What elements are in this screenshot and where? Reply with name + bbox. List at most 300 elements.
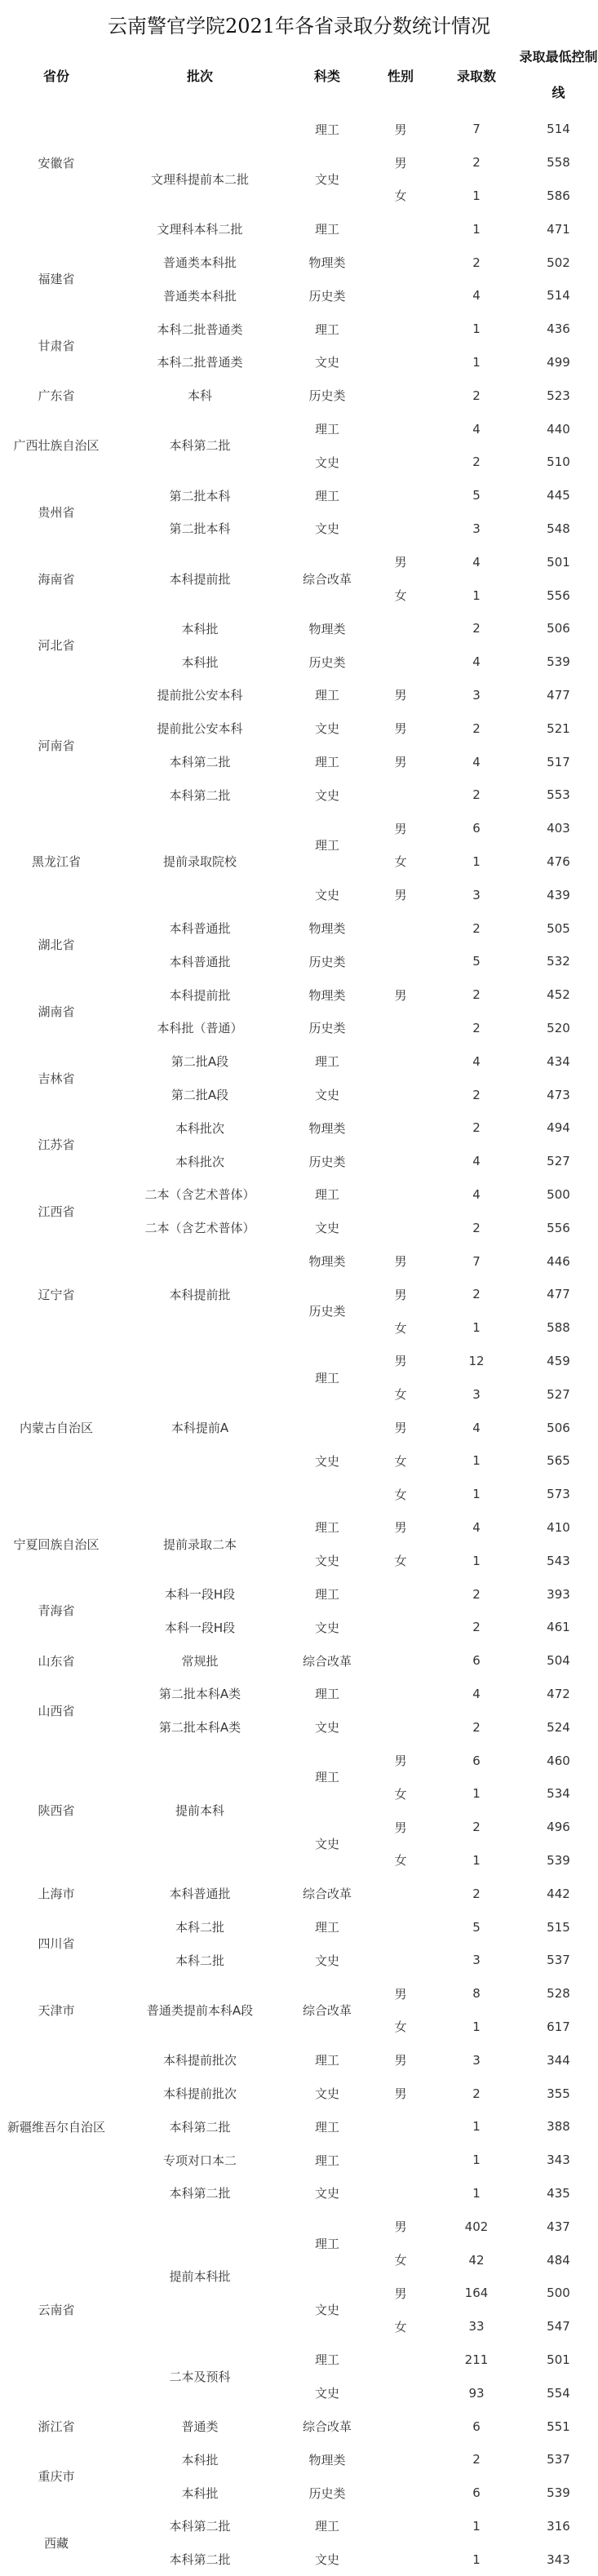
count-cell: 12: [468, 1353, 485, 1368]
count-cell: 1: [472, 188, 481, 203]
province-cell: 四川省: [38, 1936, 75, 1952]
category-cell: 文史: [314, 2086, 339, 2102]
category-cell: 物理类: [308, 2452, 346, 2467]
category-cell: 物理类: [308, 255, 346, 271]
count-cell: 2: [472, 621, 481, 636]
batch-cell: 提前本科: [175, 1803, 224, 1819]
header-min-score-line1: 录取最低控制: [519, 49, 598, 64]
category-cell: 综合改革: [302, 2003, 352, 2019]
batch-cell: 本科一段H段: [164, 1620, 236, 1635]
batch-cell: 文理科本科二批: [157, 222, 243, 237]
batch-cell: 本科第二批: [169, 438, 231, 454]
score-cell: 586: [547, 188, 570, 203]
gender-cell: 男: [394, 2286, 407, 2301]
category-cell: 理工: [314, 2053, 339, 2068]
score-cell: 501: [547, 554, 570, 570]
score-cell: 494: [547, 1120, 570, 1136]
score-cell: 520: [547, 1020, 570, 1035]
count-cell: 3: [472, 2052, 481, 2068]
score-cell: 517: [547, 754, 570, 769]
count-cell: 2: [472, 388, 481, 403]
category-cell: 综合改革: [302, 2419, 352, 2435]
gender-cell: 女: [394, 1387, 407, 1403]
count-cell: 1: [472, 2518, 481, 2534]
score-cell: 316: [547, 2518, 570, 2534]
count-cell: 5: [472, 1919, 481, 1935]
count-cell: 8: [472, 1986, 481, 2002]
category-cell: 历史类: [308, 1154, 346, 1169]
count-cell: 4: [472, 1053, 481, 1069]
batch-cell: 提前批公安本科: [157, 721, 243, 737]
count-cell: 4: [472, 554, 481, 570]
score-cell: 434: [547, 1053, 570, 1069]
score-cell: 477: [547, 1287, 570, 1302]
count-cell: 2: [472, 1220, 481, 1235]
batch-cell: 本科批: [181, 2485, 219, 2501]
province-cell: 安徽省: [38, 155, 75, 171]
category-cell: 综合改革: [302, 1653, 352, 1669]
score-cell: 554: [547, 2385, 570, 2401]
gender-cell: 男: [394, 1354, 407, 1369]
gender-cell: 男: [394, 555, 407, 570]
category-cell: 文史: [314, 1837, 339, 1852]
score-cell: 532: [547, 954, 570, 969]
score-cell: 460: [547, 1753, 570, 1768]
score-cell: 435: [547, 2185, 570, 2201]
gender-cell: 男: [394, 688, 407, 703]
province-cell: 陕西省: [38, 1803, 75, 1819]
count-cell: 5: [472, 488, 481, 503]
count-cell: 3: [472, 1953, 481, 1968]
category-cell: 历史类: [308, 288, 346, 304]
count-cell: 164: [464, 2286, 489, 2301]
category-cell: 理工: [314, 1054, 339, 1070]
gender-cell: 女: [394, 2020, 407, 2035]
score-cell: 343: [547, 2552, 570, 2567]
batch-cell: 本科一段H段: [164, 1587, 236, 1603]
category-cell: 文史: [314, 355, 339, 370]
batch-cell: 本科批次: [175, 1120, 224, 1136]
category-cell: 理工: [314, 1687, 339, 1702]
count-cell: 6: [472, 1753, 481, 1768]
score-cell: 558: [547, 155, 570, 171]
batch-cell: 本科普通批: [169, 921, 231, 937]
count-cell: 2: [472, 155, 481, 171]
score-cell: 439: [547, 887, 570, 902]
province-cell: 浙江省: [38, 2419, 75, 2435]
gender-cell: 女: [394, 1453, 407, 1469]
gender-cell: 女: [394, 1786, 407, 1802]
score-cell: 515: [547, 1919, 570, 1935]
page-title: 云南警官学院2021年各省录取分数统计情况: [107, 15, 491, 38]
gender-cell: 女: [394, 1320, 407, 1336]
batch-cell: 本科二批普通类: [157, 355, 243, 370]
batch-cell: 提前本科批: [169, 2269, 231, 2285]
header-min-score-line2: 线: [551, 85, 565, 100]
batch-cell: 本科二批普通类: [157, 321, 243, 337]
gender-cell: 男: [394, 1254, 407, 1270]
province-cell: 西藏: [43, 2535, 69, 2551]
gender-cell: 男: [394, 2086, 407, 2102]
score-cell: 527: [547, 1386, 570, 1402]
score-cell: 588: [547, 1320, 570, 1336]
count-cell: 1: [472, 1786, 481, 1802]
count-cell: 2: [472, 2452, 481, 2467]
score-cell: 461: [547, 1620, 570, 1635]
batch-cell: 本科普通批: [169, 954, 231, 969]
count-cell: 1: [472, 2185, 481, 2201]
count-cell: 2: [472, 920, 481, 936]
count-cell: 1: [472, 354, 481, 370]
batch-cell: 本科: [187, 388, 212, 404]
score-cell: 543: [547, 1553, 570, 1568]
score-cell: 539: [547, 654, 570, 670]
count-cell: 7: [472, 122, 481, 137]
count-cell: 2: [472, 1020, 481, 1035]
count-cell: 1: [472, 2552, 481, 2567]
gender-cell: 男: [394, 888, 407, 903]
category-cell: 文史: [314, 2303, 339, 2318]
province-cell: 宁夏回族自治区: [13, 1536, 100, 1552]
batch-cell: 二本（含艺术普体）: [144, 1221, 255, 1236]
count-cell: 402: [464, 2219, 489, 2234]
count-cell: 211: [464, 2352, 489, 2367]
batch-cell: 本科普通批: [169, 1887, 231, 1902]
score-cell: 473: [547, 1087, 570, 1102]
gender-cell: 男: [394, 122, 407, 137]
province-cell: 湖北省: [38, 938, 75, 953]
gender-cell: 男: [394, 1820, 407, 1835]
batch-cell: 本科提前批: [169, 987, 231, 1003]
batch-cell: 本科第二批: [169, 2186, 231, 2201]
count-cell: 4: [472, 754, 481, 769]
batch-cell: 第二批本科A类: [158, 1720, 241, 1736]
category-cell: 文史: [314, 787, 339, 803]
province-cell: 广东省: [38, 388, 75, 404]
count-cell: 4: [472, 288, 481, 304]
gender-cell: 男: [394, 721, 407, 737]
score-cell: 539: [547, 1852, 570, 1868]
count-cell: 6: [472, 1653, 481, 1669]
score-cell: 393: [547, 1586, 570, 1602]
score-cell: 496: [547, 1820, 570, 1835]
category-cell: 文史: [314, 1720, 339, 1736]
batch-cell: 第二批A段: [171, 1054, 229, 1070]
category-cell: 理工: [314, 222, 339, 237]
batch-cell: 本科提前批次: [162, 2086, 237, 2102]
gender-cell: 男: [394, 1520, 407, 1536]
category-cell: 历史类: [308, 388, 346, 404]
count-cell: 1: [472, 587, 481, 603]
category-cell: 文史: [314, 888, 339, 903]
gender-cell: 男: [394, 1754, 407, 1769]
province-cell: 黑龙江省: [31, 854, 81, 870]
province-cell: 湖南省: [38, 1004, 75, 1020]
batch-cell: 提前录取二本: [162, 1536, 237, 1552]
category-cell: 物理类: [308, 921, 346, 937]
header-category: 科类: [313, 68, 340, 84]
count-cell: 2: [472, 1820, 481, 1835]
category-cell: 理工: [314, 2153, 339, 2168]
category-cell: 历史类: [308, 654, 346, 670]
category-cell: 理工: [314, 122, 339, 137]
gender-cell: 女: [394, 2253, 407, 2268]
category-cell: 理工: [314, 2119, 339, 2135]
gender-cell: 男: [394, 2219, 407, 2235]
count-cell: 1: [472, 2119, 481, 2135]
count-cell: 3: [472, 521, 481, 536]
category-cell: 文史: [314, 521, 339, 537]
category-cell: 文史: [314, 172, 339, 188]
batch-cell: [113, 113, 287, 146]
category-cell: 文史: [314, 1453, 339, 1469]
count-cell: 42: [468, 2252, 485, 2268]
count-cell: 4: [472, 1186, 481, 1202]
score-cell: 436: [547, 321, 570, 337]
category-cell: 理工: [314, 1370, 339, 1386]
count-cell: 7: [472, 1253, 481, 1269]
gender-cell: 男: [394, 2053, 407, 2068]
province-cell: 贵州省: [38, 505, 75, 521]
province-cell: 河南省: [38, 738, 75, 753]
category-cell: 理工: [314, 1920, 339, 1935]
score-cell: 537: [547, 1953, 570, 1968]
score-cell: 547: [547, 2319, 570, 2334]
score-cell: 521: [547, 720, 570, 736]
batch-cell: 文理科提前本二批: [150, 172, 249, 188]
category-cell: 文史: [314, 1088, 339, 1103]
category-cell: 理工: [314, 755, 339, 770]
count-cell: 1: [472, 1453, 481, 1469]
category-cell: 文史: [314, 2552, 339, 2568]
category-cell: 文史: [314, 1953, 339, 1968]
batch-cell: 本科提前A: [171, 1421, 229, 1436]
batch-cell: 普通类: [181, 2419, 219, 2435]
count-cell: 1: [472, 1487, 481, 1502]
category-cell: 文史: [314, 454, 339, 470]
header-province: 省份: [42, 68, 69, 84]
score-cell: 514: [547, 122, 570, 137]
count-cell: 2: [472, 1087, 481, 1102]
batch-cell: 本科第二批: [169, 2552, 231, 2568]
score-cell: 440: [547, 421, 570, 437]
gender-cell: 男: [394, 1986, 407, 2002]
gender-cell: 男: [394, 1421, 407, 1436]
gender-cell: 男: [394, 155, 407, 171]
count-cell: 1: [472, 221, 481, 237]
category-cell: 文史: [314, 1620, 339, 1635]
count-cell: 4: [472, 1154, 481, 1169]
header-gender: 性别: [387, 68, 414, 84]
score-cell: 437: [547, 2219, 570, 2234]
score-cell: 504: [547, 1653, 570, 1669]
category-cell: 文史: [314, 1554, 339, 1569]
category-cell: 理工: [314, 1187, 339, 1203]
score-cell: 344: [547, 2052, 570, 2068]
province-cell: 广西壮族自治区: [13, 438, 100, 454]
batch-cell: 专项对口本二: [162, 2153, 237, 2168]
batch-cell: 本科第二批: [169, 787, 231, 803]
count-cell: 2: [472, 1620, 481, 1635]
province-cell: 天津市: [38, 2003, 75, 2019]
score-cell: 505: [547, 920, 570, 936]
batch-cell: 普通类提前本科A段: [146, 2003, 254, 2019]
province-cell: 新疆维吾尔自治区: [7, 2119, 105, 2135]
gender-cell: 女: [394, 588, 407, 604]
score-cell: 355: [547, 2086, 570, 2101]
category-cell: 理工: [314, 422, 339, 437]
batch-cell: 提前录取院校: [162, 854, 237, 870]
gender-cell: 男: [394, 987, 407, 1003]
category-cell: 理工: [314, 838, 339, 853]
count-cell: 6: [472, 2419, 481, 2434]
count-cell: 1: [472, 2019, 481, 2034]
batch-cell: 常规批: [181, 1653, 219, 1669]
batch-cell: 提前批公安本科: [157, 688, 243, 703]
batch-cell: 第二批本科: [169, 488, 231, 503]
score-cell: 445: [547, 488, 570, 503]
header-count: 录取数: [456, 68, 496, 84]
category-cell: 历史类: [308, 954, 346, 969]
count-cell: 4: [472, 654, 481, 670]
batch-cell: 普通类本科批: [162, 288, 237, 304]
count-cell: 2: [472, 1120, 481, 1136]
category-cell: 历史类: [308, 1304, 346, 1319]
count-cell: 4: [472, 1519, 481, 1535]
score-cell: 556: [547, 1220, 570, 1235]
score-cell: 459: [547, 1353, 570, 1368]
score-cell: 506: [547, 621, 570, 636]
score-cell: 442: [547, 1886, 570, 1901]
score-cell: 501: [547, 2352, 570, 2367]
score-cell: 556: [547, 587, 570, 603]
score-cell: 403: [547, 821, 570, 836]
batch-cell: 本科批: [181, 2452, 219, 2467]
batch-cell: 二本及预科: [169, 2369, 231, 2384]
batch-cell: 本科批: [181, 621, 219, 636]
score-cell: 524: [547, 1719, 570, 1735]
score-cell: 527: [547, 1154, 570, 1169]
category-cell: 物理类: [308, 1254, 346, 1270]
count-cell: 5: [472, 954, 481, 969]
province-cell: 上海市: [38, 1887, 75, 1902]
category-cell: 文史: [314, 2386, 339, 2401]
score-cell: 506: [547, 1420, 570, 1435]
province-cell: 河北省: [38, 638, 75, 654]
category-cell: 理工: [314, 1520, 339, 1536]
score-cell: 617: [547, 2019, 570, 2034]
count-cell: 2: [472, 1287, 481, 1302]
score-cell: 388: [547, 2119, 570, 2135]
gender-cell: 男: [394, 755, 407, 770]
score-cell: 553: [547, 787, 570, 803]
score-cell: 472: [547, 1686, 570, 1701]
province-cell: 青海省: [38, 1603, 75, 1619]
province-cell: 重庆市: [38, 2469, 75, 2485]
category-cell: 理工: [314, 488, 339, 503]
count-cell: 6: [472, 2485, 481, 2501]
gender-cell: 女: [394, 1853, 407, 1869]
province-cell: [0, 212, 113, 246]
province-cell: 江西省: [38, 1204, 75, 1219]
score-cell: 476: [547, 853, 570, 869]
count-cell: 2: [472, 255, 481, 270]
count-cell: 2: [472, 1586, 481, 1602]
score-cell: 477: [547, 687, 570, 703]
count-cell: 2: [472, 787, 481, 803]
batch-cell: 本科第二批: [169, 2119, 231, 2135]
count-cell: 2: [472, 2086, 481, 2101]
score-cell: 510: [547, 454, 570, 470]
category-cell: 物理类: [308, 987, 346, 1003]
count-cell: 1: [472, 1320, 481, 1336]
province-cell: 云南省: [38, 2303, 75, 2318]
score-cell: 343: [547, 2153, 570, 2168]
category-cell: 文史: [314, 1221, 339, 1236]
batch-cell: 第二批本科A类: [158, 1687, 241, 1702]
count-cell: 4: [472, 1420, 481, 1435]
category-cell: 理工: [314, 2352, 339, 2368]
category-cell: 理工: [314, 688, 339, 703]
score-cell: 537: [547, 2452, 570, 2467]
count-cell: 1: [472, 853, 481, 869]
category-cell: 理工: [314, 2236, 339, 2251]
batch-cell: 本科批（普通）: [157, 1021, 243, 1036]
score-cell: 502: [547, 255, 570, 270]
score-cell: 539: [547, 2485, 570, 2501]
category-cell: 综合改革: [302, 571, 352, 587]
province-cell: 海南省: [38, 571, 75, 587]
category-cell: 理工: [314, 2519, 339, 2534]
count-cell: 2: [472, 454, 481, 470]
count-cell: 1: [472, 2153, 481, 2168]
province-cell: 江苏省: [38, 1137, 75, 1153]
batch-cell: 本科提前批: [169, 1287, 231, 1302]
count-cell: 3: [472, 687, 481, 703]
batch-cell: 第二批本科: [169, 521, 231, 537]
count-cell: 2: [472, 987, 481, 1003]
score-cell: 500: [547, 2286, 570, 2301]
score-cell: 534: [547, 1786, 570, 1802]
category-cell: 综合改革: [302, 1887, 352, 1902]
category-cell: 历史类: [308, 2485, 346, 2501]
category-cell: 理工: [314, 1770, 339, 1785]
province-cell: 甘肃省: [38, 339, 75, 354]
score-cell: 565: [547, 1453, 570, 1469]
count-cell: 33: [468, 2319, 485, 2334]
batch-cell: 二本（含艺术普体）: [144, 1187, 255, 1203]
category-cell: 历史类: [308, 1021, 346, 1036]
count-cell: 1: [472, 1852, 481, 1868]
batch-cell: 本科二批: [175, 1953, 224, 1968]
province-cell: 内蒙古自治区: [19, 1421, 93, 1436]
score-cell: 410: [547, 1519, 570, 1535]
batch-cell: 本科批次: [175, 1154, 224, 1169]
count-cell: 4: [472, 421, 481, 437]
gender-cell: 女: [394, 1554, 407, 1569]
count-cell: 1: [472, 321, 481, 337]
batch-cell: 本科第二批: [169, 755, 231, 770]
score-cell: 548: [547, 521, 570, 536]
province-cell: 福建省: [38, 272, 75, 287]
batch-cell: 本科提前批次: [162, 2053, 237, 2068]
batch-cell: 本科第二批: [169, 2519, 231, 2534]
batch-cell: 本科批: [181, 654, 219, 670]
category-cell: 物理类: [308, 621, 346, 636]
count-cell: 4: [472, 1686, 481, 1701]
score-cell: 551: [547, 2419, 570, 2434]
batch-cell: 普通类本科批: [162, 255, 237, 271]
